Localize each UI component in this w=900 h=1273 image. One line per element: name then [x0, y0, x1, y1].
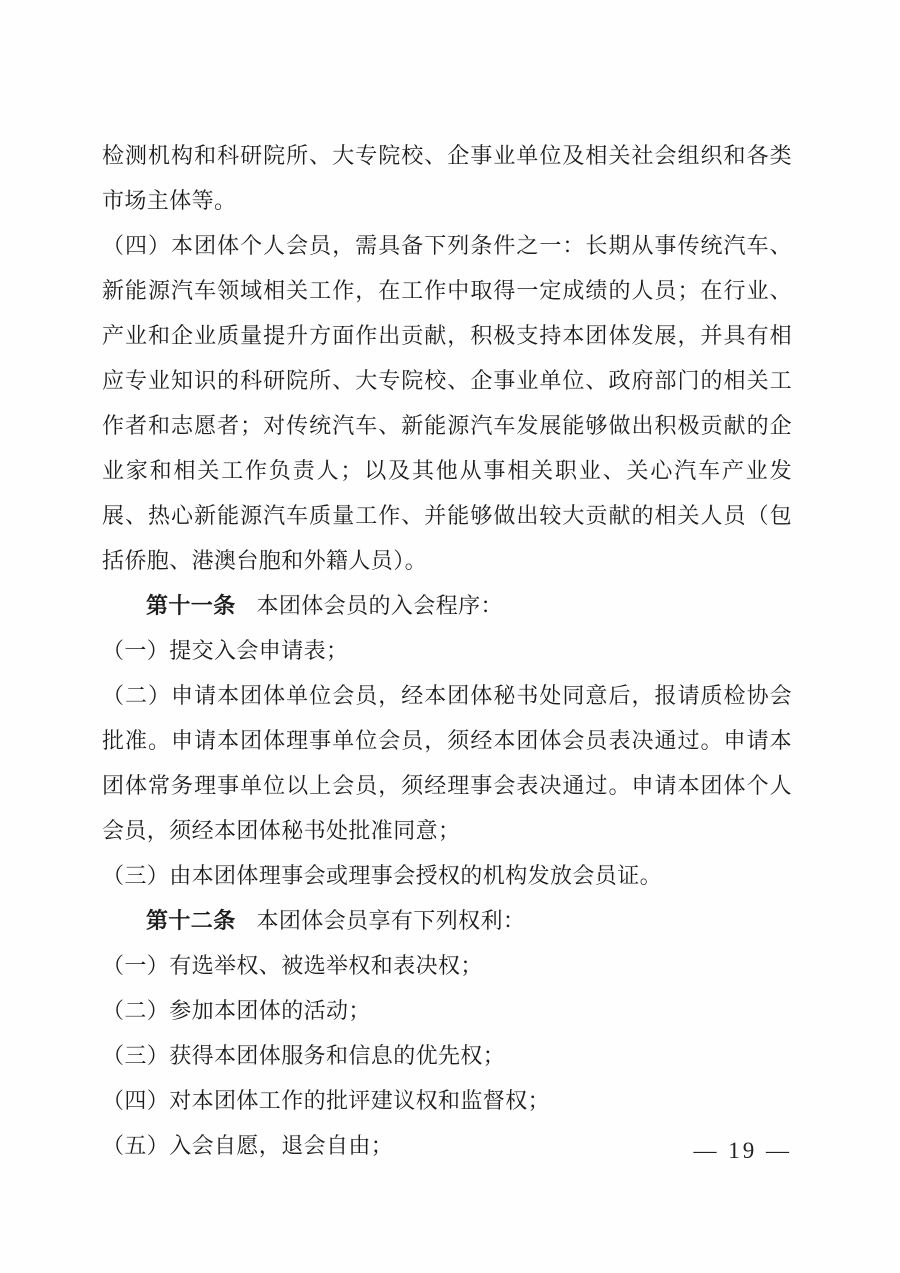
paragraph-text: （二）申请本团体单位会员，经本团体秘书处同意后，报请质检协会批准。申请本团体理事单位会员，须经本团体会员表决通过。申请本团体常务理事单位以上会员，须经理事会表决通过。申请本团体个人会员，须经本团体秘书处批准同意；	[102, 683, 792, 843]
paragraph	[102, 1078, 792, 1123]
paragraph-text: 检测机构和科研院所、大专院校、企事业单位及相关社会组织和各类市场主体等。	[102, 143, 792, 213]
paragraph-text: 本团体会员的入会程序：	[256, 593, 503, 618]
paragraph-text: （四）本团体个人会员，需具备下列条件之一：长期从事传统汽车、新能源汽车领域相关工作，在工作中取得一定成绩的人员；在行业、产业和企业质量提升方面作出贡献，积极支持本团体发展，并具有相应专业知识的科研院所、大专院校、企事业单位、政府部门的相关工作者和志愿者；对传统汽车、新能源汽车发展能够做出积极贡献的企业家和相关工作负责人；以及其他从事相关职业、关心汽车产业发展、热心新能源汽车质量工作、并能够做出较大贡献的相关人员（包括侨胞、港澳台胞和外籍人员）。	[102, 233, 792, 573]
paragraph	[102, 133, 792, 223]
paragraph-text: （四）对本团体工作的批评建议权和监督权；	[102, 1088, 551, 1113]
paragraph-text: （一）提交入会申请表；	[102, 638, 349, 663]
paragraph-text: （三）由本团体理事会或理事会授权的机构发放会员证。	[102, 863, 663, 888]
article-number: 第十一条	[146, 593, 236, 618]
paragraph	[102, 853, 792, 898]
article-paragraph	[102, 583, 792, 628]
paragraph	[102, 1033, 792, 1078]
paragraph	[102, 1123, 792, 1168]
paragraph	[102, 628, 792, 673]
paragraph-text: （二）参加本团体的活动；	[102, 998, 371, 1023]
article-paragraph	[102, 898, 792, 943]
page-number: — 19 —	[693, 1138, 792, 1163]
article-number: 第十二条	[146, 908, 236, 933]
paragraph-text: （五）入会自愿，退会自由；	[102, 1133, 394, 1158]
document-body	[102, 133, 792, 1168]
paragraph	[102, 988, 792, 1033]
paragraph-text: 本团体会员享有下列权利：	[256, 908, 526, 933]
paragraph-text: （三）获得本团体服务和信息的优先权；	[102, 1043, 506, 1068]
paragraph-text: （一）有选举权、被选举权和表决权；	[102, 953, 483, 978]
paragraph	[102, 673, 792, 853]
paragraph	[102, 943, 792, 988]
paragraph	[102, 223, 792, 583]
